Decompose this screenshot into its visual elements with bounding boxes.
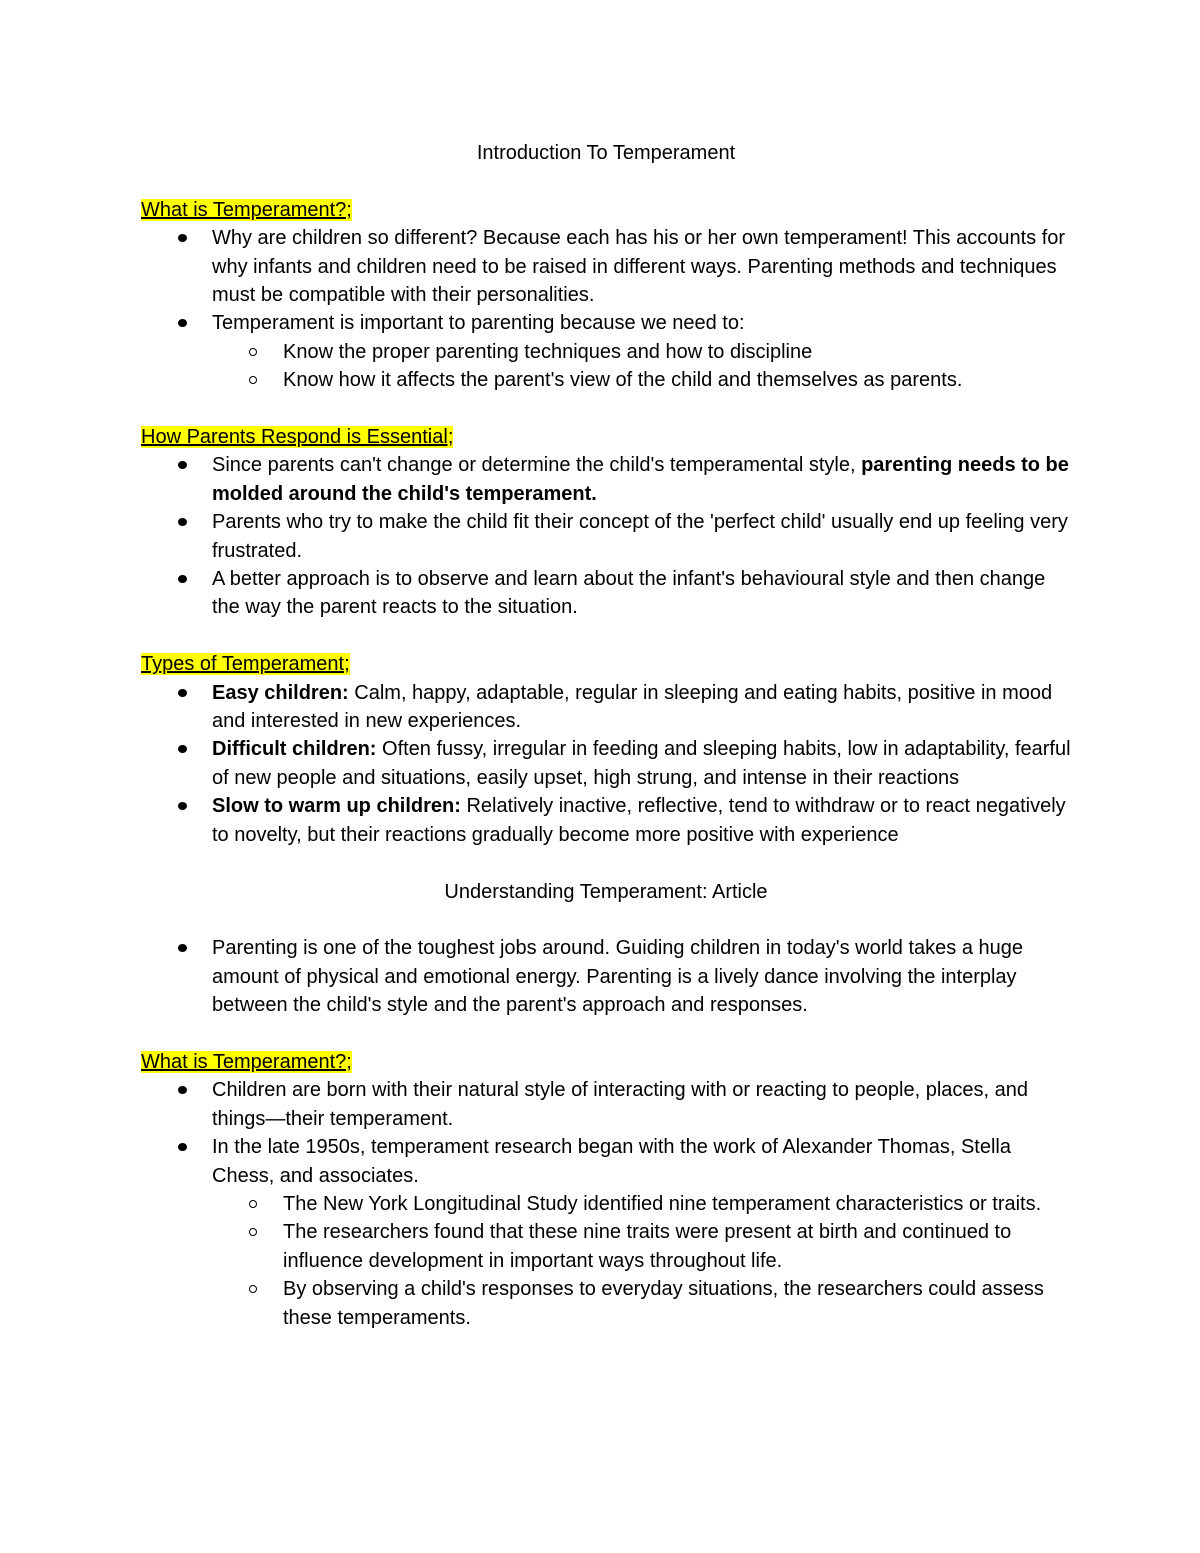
list-item: Why are children so different? Because each has his or her own temperament! This accounts for why infants and children need to be raised in different ways. Parenting methods and techniques must be compatible with their personalities. xyxy=(141,224,1071,309)
list-item: Easy children: Calm, happy, adaptable, regular in sleeping and eating habits, positive in mood and interested in new experiences. xyxy=(141,679,1071,736)
list-item: A better approach is to observe and learn about the infant's behavioural style and then change the way the parent reacts to the situation. xyxy=(141,565,1071,622)
document-page xyxy=(141,139,1071,1332)
section-heading-what-is-temperament-2: What is Temperament?; xyxy=(141,1050,352,1073)
list-item: Children are born with their natural style of interacting with or reacting to people, places, and things—their temperament. xyxy=(141,1076,1071,1133)
list-item: Difficult children: Often fussy, irregular in feeding and sleeping habits, low in adaptability, fearful of new people and situations, easily upset, high strung, and intense in their reactions xyxy=(141,735,1071,792)
sub-list-item: Know how it affects the parent's view of the child and themselves as parents. xyxy=(141,366,1071,394)
section-heading-how-parents-respond: How Parents Respond is Essential; xyxy=(141,426,454,449)
sub-list-item: The New York Longitudinal Study identified nine temperament characteristics or traits. xyxy=(141,1190,1071,1218)
section-heading-what-is-temperament: What is Temperament?; xyxy=(141,198,352,221)
sub-bullet-list xyxy=(141,1190,1071,1332)
article-title: Understanding Temperament: Article xyxy=(444,880,768,903)
sub-list-item: By observing a child's responses to everyday situations, the researchers could assess these temperaments. xyxy=(141,1275,1071,1332)
sub-list-item: Know the proper parenting techniques and how to discipline xyxy=(141,338,1071,366)
bullet-list xyxy=(141,224,1071,394)
sub-list-item: The researchers found that these nine traits were present at birth and continued to influence development in important ways throughout life. xyxy=(141,1218,1071,1275)
bullet-list xyxy=(141,1076,1071,1332)
bullet-list xyxy=(141,934,1071,1019)
bullet-list xyxy=(141,451,1071,621)
section-heading-types-of-temperament: Types of Temperament; xyxy=(141,653,350,676)
list-item: Since parents can't change or determine the child's temperamental style, parenting needs to be molded around the child's temperament. xyxy=(141,451,1071,508)
list-item: In the late 1950s, temperament research began with the work of Alexander Thomas, Stella Chess, and associates. The New York Longitudinal Study identified nine temperament characteristics or traits. The researchers found that these nine traits were present at birth and continued to influence development in important ways throughout life. By observing a child's responses to everyday situations, the researchers could assess these temperaments. xyxy=(141,1133,1071,1332)
list-item: Slow to warm up children: Relatively inactive, reflective, tend to withdraw or to react negatively to novelty, but their reactions gradually become more positive with experience xyxy=(141,792,1071,849)
list-item: Temperament is important to parenting because we need to: Know the proper parenting techniques and how to discipline Know how it affects the parent's view of the child and themselves as parents. xyxy=(141,309,1071,394)
sub-bullet-list xyxy=(141,338,1071,395)
list-item: Parents who try to make the child fit their concept of the 'perfect child' usually end up feeling very frustrated. xyxy=(141,508,1071,565)
document-title: Introduction To Temperament xyxy=(476,142,736,164)
bullet-list xyxy=(141,679,1071,849)
list-item: Parenting is one of the toughest jobs around. Guiding children in today's world takes a huge amount of physical and emotional energy. Parenting is a lively dance involving the interplay between the child's style and the parent's approach and responses. xyxy=(141,934,1071,1019)
